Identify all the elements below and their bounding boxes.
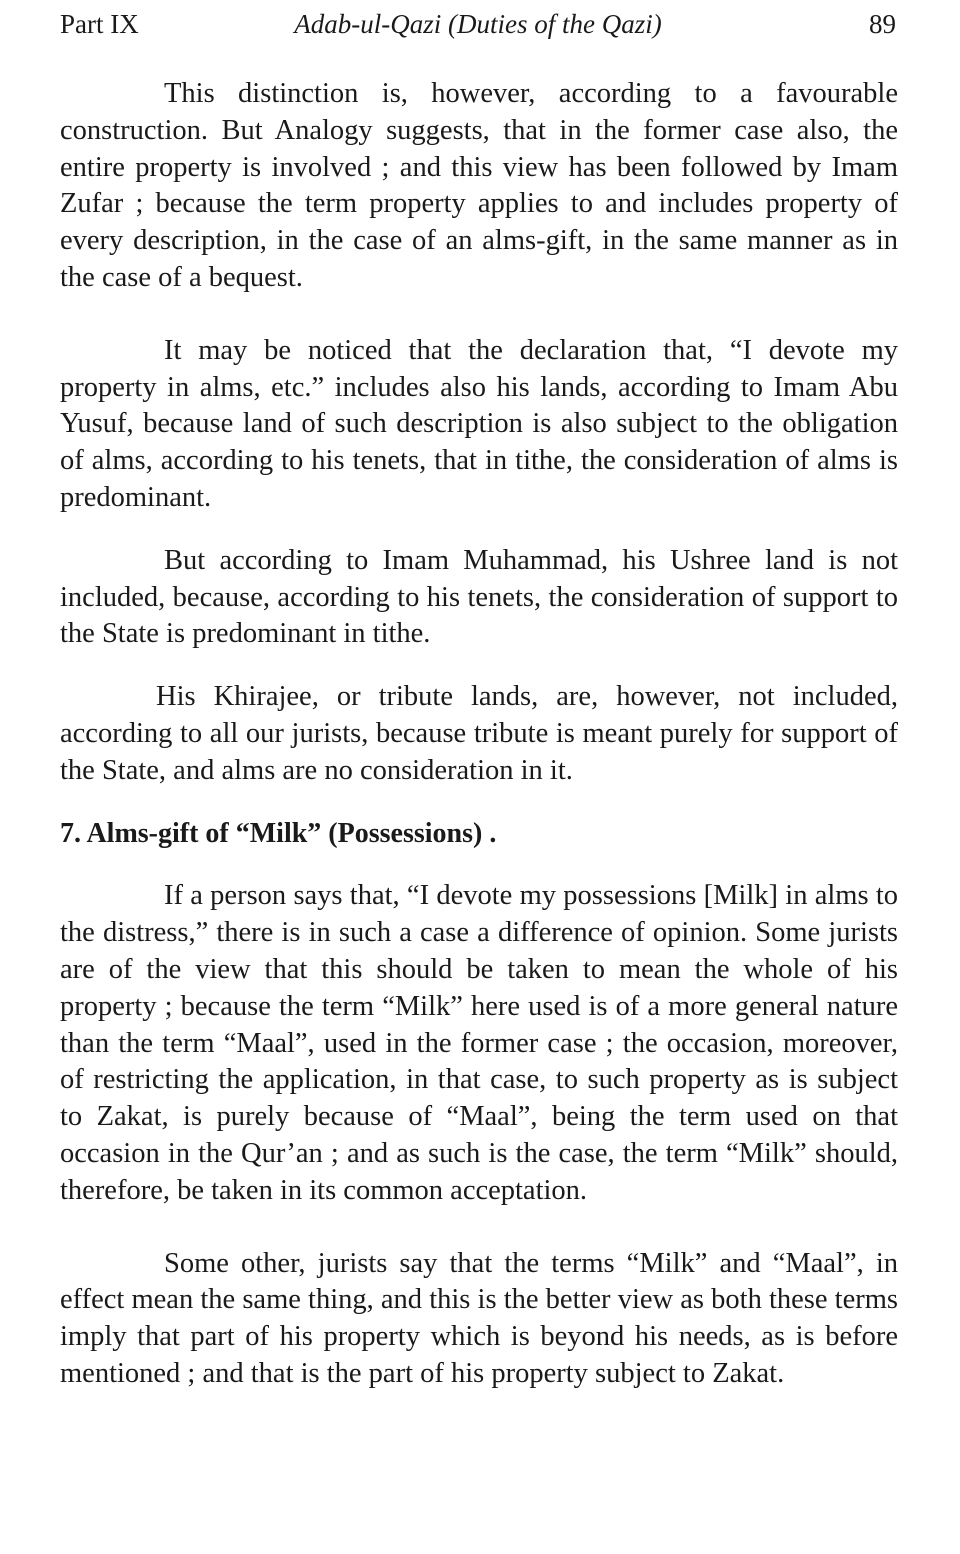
paragraph-khirajee-land: His Khirajee, or tribute lands, are, however, not included, according to all our jurists, because tribute is meant purely for support of the State, and alms are no consideration in it. xyxy=(60,681,898,786)
paragraph-ushree-land: But according to Imam Muhammad, his Ushree land is not included, because, according to his tenets, the consideration of support to the State is predominant in tithe. xyxy=(60,544,898,650)
running-header xyxy=(60,4,896,44)
header-book-title: Adab-ul-Qazi (Duties of the Qazi) xyxy=(294,9,662,39)
body-text xyxy=(60,76,898,1393)
section-heading: 7. Alms-gift of “Milk” (Possessions) . xyxy=(60,817,497,849)
paragraph-milk-possessions: If a person says that, “I devote my possessions [Milk] in alms to the distress,” there is in such a case a difference of opinion. Some jurists are of the view that this should be taken to mean the whole of his property ; because the term “Milk” here used is of a more general nature than the term “Maal”, used in the former case ; the occasion, moreover, of restricting the application, in that case, to such property as is subject to Zakat, is purely because of “Maal”, being the term used on that occasion in the Qur’an ; and as such is the case, the term “Milk” should, therefore, be taken in its common acceptation. xyxy=(60,880,898,1206)
paragraph-milk-maal-same: Some other, jurists say that the terms “Milk” and “Maal”, in effect mean the same thing, and this is the better view as both these terms imply that part of his property which is beyond his needs, as is before mentioned ; and that is the part of his property subject to Zakat. xyxy=(60,1247,898,1389)
page-number: 89 xyxy=(869,9,896,39)
paragraph-distinction: This distinction is, however, according to a favourable construction. But Analogy suggests, that in the former case also, the entire property is involved ; and this view has been followed by Imam Zufar ; because the term property applies to and includes property of every description, in the case of an alms-gift, in the same manner as in the case of a bequest. xyxy=(60,78,898,293)
paragraph-lands-abu-yusuf: It may be noticed that the declaration that, “I devote my property in alms, etc.” includes also his lands, according to Imam Abu Yusuf, because land of such description is also subject to the obligation of alms, according to his tenets, that in tithe, the consideration of alms is predominant. xyxy=(60,334,898,513)
header-part-label: Part IX xyxy=(60,9,139,39)
